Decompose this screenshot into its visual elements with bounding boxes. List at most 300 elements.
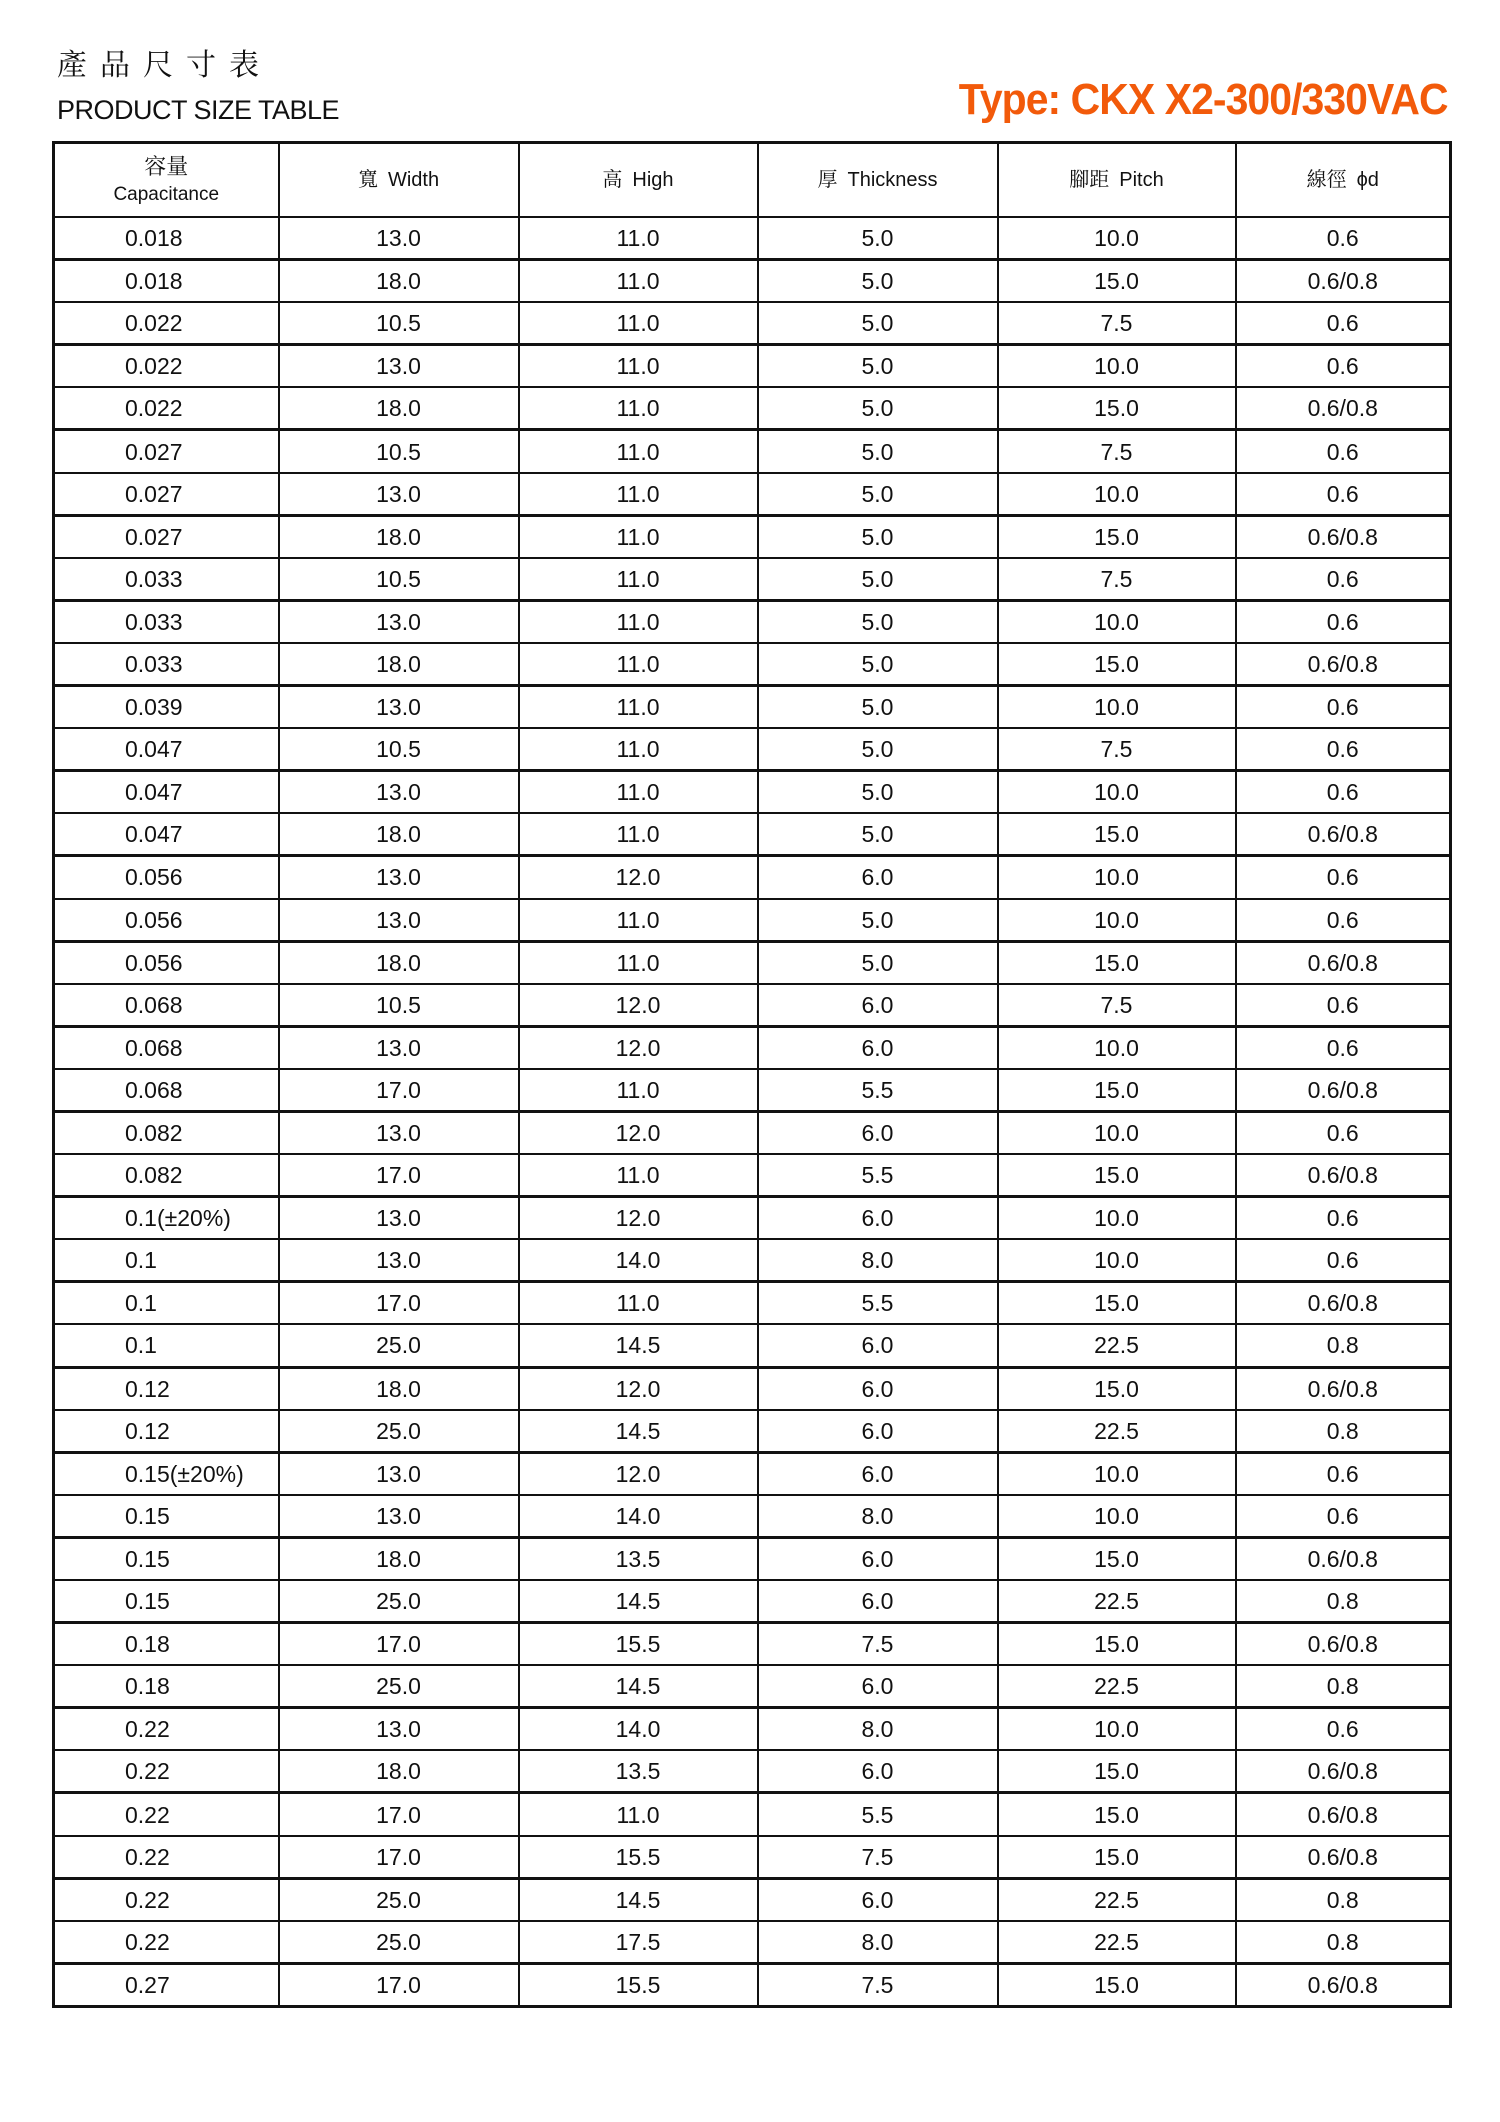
cell-thickness: 5.0 bbox=[758, 260, 998, 303]
page-title-english: PRODUCT SIZE TABLE bbox=[57, 95, 340, 125]
cell-width: 18.0 bbox=[279, 643, 519, 686]
cell-thickness: 6.0 bbox=[758, 856, 998, 899]
cell-width: 13.0 bbox=[279, 899, 519, 942]
table-row bbox=[54, 1623, 1451, 1666]
cell-high: 11.0 bbox=[519, 941, 758, 984]
cell-thickness: 8.0 bbox=[758, 1239, 998, 1282]
table-row bbox=[54, 1580, 1451, 1623]
table-row bbox=[54, 984, 1451, 1027]
cell-high: 11.0 bbox=[519, 686, 758, 729]
cell-width: 18.0 bbox=[279, 260, 519, 303]
table-row bbox=[54, 1282, 1451, 1325]
cell-pitch: 15.0 bbox=[998, 941, 1236, 984]
cell-pitch: 10.0 bbox=[998, 1708, 1236, 1751]
cell-thickness: 8.0 bbox=[758, 1495, 998, 1538]
table-row bbox=[54, 302, 1451, 345]
cell-capacitance: 0.1(±20%) bbox=[54, 1197, 279, 1240]
cell-lead-diameter: 0.6/0.8 bbox=[1236, 260, 1451, 303]
cell-high: 11.0 bbox=[519, 728, 758, 771]
cell-lead-diameter: 0.6 bbox=[1236, 1708, 1451, 1751]
cell-high: 12.0 bbox=[519, 856, 758, 899]
cell-thickness: 5.5 bbox=[758, 1793, 998, 1836]
cell-capacitance: 0.082 bbox=[54, 1111, 279, 1154]
cell-thickness: 8.0 bbox=[758, 1708, 998, 1751]
cell-lead-diameter: 0.6 bbox=[1236, 345, 1451, 388]
table-row bbox=[54, 1111, 1451, 1154]
cell-thickness: 6.0 bbox=[758, 1878, 998, 1921]
cell-high: 14.5 bbox=[519, 1410, 758, 1453]
cell-lead-diameter: 0.6 bbox=[1236, 899, 1451, 942]
table-row bbox=[54, 1410, 1451, 1453]
cell-pitch: 7.5 bbox=[998, 302, 1236, 345]
table-row bbox=[54, 430, 1451, 473]
cell-pitch: 10.0 bbox=[998, 1111, 1236, 1154]
cell-thickness: 6.0 bbox=[758, 1111, 998, 1154]
cell-width: 13.0 bbox=[279, 686, 519, 729]
cell-thickness: 6.0 bbox=[758, 1026, 998, 1069]
table-row bbox=[54, 1324, 1451, 1367]
cell-width: 10.5 bbox=[279, 302, 519, 345]
cell-pitch: 15.0 bbox=[998, 643, 1236, 686]
cell-thickness: 5.5 bbox=[758, 1069, 998, 1112]
cell-capacitance: 0.056 bbox=[54, 941, 279, 984]
cell-capacitance: 0.22 bbox=[54, 1708, 279, 1751]
cell-capacitance: 0.068 bbox=[54, 1026, 279, 1069]
cell-width: 13.0 bbox=[279, 1197, 519, 1240]
cell-capacitance: 0.22 bbox=[54, 1878, 279, 1921]
cell-width: 25.0 bbox=[279, 1410, 519, 1453]
product-type-title: Type: CKX X2-300/330VAC bbox=[959, 75, 1448, 124]
cell-capacitance: 0.033 bbox=[54, 600, 279, 643]
cell-capacitance: 0.15 bbox=[54, 1537, 279, 1580]
column-header-cn: 寬 bbox=[357, 169, 378, 191]
cell-capacitance: 0.18 bbox=[54, 1623, 279, 1666]
cell-lead-diameter: 0.6/0.8 bbox=[1236, 1963, 1451, 2006]
cell-thickness: 5.0 bbox=[758, 813, 998, 856]
cell-high: 11.0 bbox=[519, 600, 758, 643]
column-header-high bbox=[519, 143, 758, 218]
cell-lead-diameter: 0.6 bbox=[1236, 473, 1451, 516]
cell-pitch: 7.5 bbox=[998, 728, 1236, 771]
cell-pitch: 15.0 bbox=[998, 1069, 1236, 1112]
cell-high: 14.0 bbox=[519, 1239, 758, 1282]
cell-width: 25.0 bbox=[279, 1921, 519, 1964]
table-row bbox=[54, 600, 1451, 643]
cell-pitch: 15.0 bbox=[998, 387, 1236, 430]
cell-high: 14.5 bbox=[519, 1324, 758, 1367]
table-header-row bbox=[54, 143, 1451, 218]
cell-high: 11.0 bbox=[519, 387, 758, 430]
cell-pitch: 22.5 bbox=[998, 1580, 1236, 1623]
cell-capacitance: 0.018 bbox=[54, 217, 279, 260]
cell-lead-diameter: 0.6 bbox=[1236, 1111, 1451, 1154]
cell-thickness: 5.0 bbox=[758, 941, 998, 984]
cell-lead-diameter: 0.8 bbox=[1236, 1665, 1451, 1708]
cell-high: 11.0 bbox=[519, 515, 758, 558]
cell-pitch: 15.0 bbox=[998, 515, 1236, 558]
cell-high: 12.0 bbox=[519, 1452, 758, 1495]
table-row bbox=[54, 1197, 1451, 1240]
cell-high: 11.0 bbox=[519, 1154, 758, 1197]
table-row bbox=[54, 1026, 1451, 1069]
cell-pitch: 15.0 bbox=[998, 1367, 1236, 1410]
table-row bbox=[54, 1921, 1451, 1964]
table-row bbox=[54, 1239, 1451, 1282]
cell-high: 13.5 bbox=[519, 1750, 758, 1793]
cell-pitch: 22.5 bbox=[998, 1410, 1236, 1453]
cell-pitch: 15.0 bbox=[998, 260, 1236, 303]
cell-capacitance: 0.22 bbox=[54, 1750, 279, 1793]
table-row bbox=[54, 1452, 1451, 1495]
cell-pitch: 15.0 bbox=[998, 1963, 1236, 2006]
cell-capacitance: 0.027 bbox=[54, 515, 279, 558]
cell-thickness: 6.0 bbox=[758, 984, 998, 1027]
cell-capacitance: 0.1 bbox=[54, 1324, 279, 1367]
cell-lead-diameter: 0.6/0.8 bbox=[1236, 941, 1451, 984]
cell-lead-diameter: 0.6 bbox=[1236, 217, 1451, 260]
cell-width: 10.5 bbox=[279, 728, 519, 771]
cell-lead-diameter: 0.6 bbox=[1236, 686, 1451, 729]
cell-capacitance: 0.22 bbox=[54, 1793, 279, 1836]
cell-capacitance: 0.047 bbox=[54, 771, 279, 814]
cell-high: 14.5 bbox=[519, 1580, 758, 1623]
cell-lead-diameter: 0.6 bbox=[1236, 771, 1451, 814]
cell-thickness: 5.0 bbox=[758, 686, 998, 729]
cell-high: 11.0 bbox=[519, 260, 758, 303]
cell-width: 13.0 bbox=[279, 1239, 519, 1282]
cell-high: 11.0 bbox=[519, 558, 758, 601]
table-row bbox=[54, 813, 1451, 856]
cell-pitch: 10.0 bbox=[998, 1495, 1236, 1538]
cell-thickness: 5.0 bbox=[758, 515, 998, 558]
cell-lead-diameter: 0.6/0.8 bbox=[1236, 813, 1451, 856]
cell-pitch: 10.0 bbox=[998, 686, 1236, 729]
cell-capacitance: 0.15 bbox=[54, 1580, 279, 1623]
cell-pitch: 15.0 bbox=[998, 1154, 1236, 1197]
cell-pitch: 15.0 bbox=[998, 1623, 1236, 1666]
product-size-table bbox=[52, 141, 1452, 2008]
table-row bbox=[54, 643, 1451, 686]
cell-lead-diameter: 0.8 bbox=[1236, 1410, 1451, 1453]
cell-width: 18.0 bbox=[279, 813, 519, 856]
cell-capacitance: 0.22 bbox=[54, 1836, 279, 1879]
cell-width: 17.0 bbox=[279, 1282, 519, 1325]
table-row bbox=[54, 856, 1451, 899]
cell-capacitance: 0.12 bbox=[54, 1367, 279, 1410]
cell-lead-diameter: 0.6 bbox=[1236, 984, 1451, 1027]
cell-thickness: 5.0 bbox=[758, 302, 998, 345]
cell-capacitance: 0.039 bbox=[54, 686, 279, 729]
cell-capacitance: 0.082 bbox=[54, 1154, 279, 1197]
cell-width: 17.0 bbox=[279, 1154, 519, 1197]
column-header-cn: 容量 bbox=[144, 154, 189, 179]
table-row bbox=[54, 515, 1451, 558]
table-row bbox=[54, 686, 1451, 729]
cell-capacitance: 0.033 bbox=[54, 643, 279, 686]
table-row bbox=[54, 1665, 1451, 1708]
cell-pitch: 10.0 bbox=[998, 1239, 1236, 1282]
cell-pitch: 15.0 bbox=[998, 1282, 1236, 1325]
table-row bbox=[54, 1836, 1451, 1879]
cell-high: 11.0 bbox=[519, 473, 758, 516]
column-header-cn: 線徑 bbox=[1306, 169, 1347, 191]
cell-thickness: 5.0 bbox=[758, 473, 998, 516]
cell-pitch: 15.0 bbox=[998, 813, 1236, 856]
cell-capacitance: 0.15 bbox=[54, 1495, 279, 1538]
cell-capacitance: 0.056 bbox=[54, 856, 279, 899]
cell-high: 13.5 bbox=[519, 1537, 758, 1580]
cell-pitch: 10.0 bbox=[998, 771, 1236, 814]
cell-lead-diameter: 0.6/0.8 bbox=[1236, 1282, 1451, 1325]
cell-width: 13.0 bbox=[279, 771, 519, 814]
cell-thickness: 8.0 bbox=[758, 1921, 998, 1964]
table-row bbox=[54, 941, 1451, 984]
cell-high: 14.0 bbox=[519, 1708, 758, 1751]
cell-width: 13.0 bbox=[279, 345, 519, 388]
table-row bbox=[54, 558, 1451, 601]
cell-thickness: 5.0 bbox=[758, 217, 998, 260]
cell-capacitance: 0.27 bbox=[54, 1963, 279, 2006]
cell-pitch: 10.0 bbox=[998, 473, 1236, 516]
cell-lead-diameter: 0.6 bbox=[1236, 856, 1451, 899]
table-row bbox=[54, 473, 1451, 516]
cell-lead-diameter: 0.6/0.8 bbox=[1236, 1154, 1451, 1197]
cell-lead-diameter: 0.8 bbox=[1236, 1324, 1451, 1367]
cell-thickness: 5.0 bbox=[758, 387, 998, 430]
table-row bbox=[54, 1495, 1451, 1538]
column-header-lead-diameter bbox=[1236, 143, 1451, 218]
cell-capacitance: 0.068 bbox=[54, 1069, 279, 1112]
cell-thickness: 6.0 bbox=[758, 1580, 998, 1623]
table-row bbox=[54, 1963, 1451, 2006]
cell-pitch: 10.0 bbox=[998, 345, 1236, 388]
cell-width: 13.0 bbox=[279, 1452, 519, 1495]
table-row bbox=[54, 1367, 1451, 1410]
cell-thickness: 5.0 bbox=[758, 558, 998, 601]
table-row bbox=[54, 771, 1451, 814]
column-header-en: High bbox=[632, 169, 674, 191]
column-header-en: Thickness bbox=[847, 169, 938, 191]
cell-thickness: 5.0 bbox=[758, 430, 998, 473]
cell-lead-diameter: 0.6/0.8 bbox=[1236, 1793, 1451, 1836]
cell-pitch: 22.5 bbox=[998, 1665, 1236, 1708]
cell-capacitance: 0.047 bbox=[54, 728, 279, 771]
cell-high: 11.0 bbox=[519, 1069, 758, 1112]
cell-pitch: 15.0 bbox=[998, 1537, 1236, 1580]
cell-capacitance: 0.027 bbox=[54, 430, 279, 473]
cell-lead-diameter: 0.6/0.8 bbox=[1236, 1537, 1451, 1580]
cell-pitch: 10.0 bbox=[998, 899, 1236, 942]
column-header-cn: 腳距 bbox=[1069, 169, 1110, 191]
cell-thickness: 6.0 bbox=[758, 1324, 998, 1367]
cell-width: 10.5 bbox=[279, 558, 519, 601]
cell-high: 11.0 bbox=[519, 643, 758, 686]
cell-thickness: 6.0 bbox=[758, 1750, 998, 1793]
cell-capacitance: 0.22 bbox=[54, 1921, 279, 1964]
cell-pitch: 10.0 bbox=[998, 856, 1236, 899]
cell-capacitance: 0.047 bbox=[54, 813, 279, 856]
cell-thickness: 7.5 bbox=[758, 1623, 998, 1666]
cell-thickness: 5.0 bbox=[758, 728, 998, 771]
cell-width: 18.0 bbox=[279, 1750, 519, 1793]
cell-width: 18.0 bbox=[279, 1367, 519, 1410]
cell-lead-diameter: 0.6/0.8 bbox=[1236, 1623, 1451, 1666]
cell-lead-diameter: 0.6/0.8 bbox=[1236, 1750, 1451, 1793]
column-header-en: Pitch bbox=[1119, 169, 1164, 191]
cell-lead-diameter: 0.6 bbox=[1236, 558, 1451, 601]
cell-width: 13.0 bbox=[279, 856, 519, 899]
cell-high: 11.0 bbox=[519, 217, 758, 260]
cell-pitch: 10.0 bbox=[998, 1197, 1236, 1240]
table-row bbox=[54, 1154, 1451, 1197]
column-header-en: ϕd bbox=[1356, 169, 1379, 191]
cell-width: 25.0 bbox=[279, 1324, 519, 1367]
cell-pitch: 7.5 bbox=[998, 984, 1236, 1027]
cell-high: 17.5 bbox=[519, 1921, 758, 1964]
cell-pitch: 15.0 bbox=[998, 1750, 1236, 1793]
cell-lead-diameter: 0.6 bbox=[1236, 600, 1451, 643]
column-header-cn: 厚 bbox=[817, 169, 838, 191]
table-row bbox=[54, 728, 1451, 771]
table-row bbox=[54, 899, 1451, 942]
column-header-capacitance bbox=[54, 143, 279, 218]
cell-lead-diameter: 0.6/0.8 bbox=[1236, 387, 1451, 430]
column-header-thickness bbox=[758, 143, 998, 218]
column-header-pitch bbox=[998, 143, 1236, 218]
cell-width: 25.0 bbox=[279, 1878, 519, 1921]
cell-high: 11.0 bbox=[519, 1282, 758, 1325]
cell-thickness: 6.0 bbox=[758, 1537, 998, 1580]
cell-width: 10.5 bbox=[279, 430, 519, 473]
table-row bbox=[54, 1537, 1451, 1580]
cell-lead-diameter: 0.6/0.8 bbox=[1236, 643, 1451, 686]
cell-thickness: 5.0 bbox=[758, 345, 998, 388]
cell-thickness: 6.0 bbox=[758, 1197, 998, 1240]
table-row bbox=[54, 1793, 1451, 1836]
column-header-en: Capacitance bbox=[113, 184, 220, 205]
cell-width: 17.0 bbox=[279, 1963, 519, 2006]
table-row bbox=[54, 1878, 1451, 1921]
cell-width: 17.0 bbox=[279, 1623, 519, 1666]
cell-lead-diameter: 0.6/0.8 bbox=[1236, 1367, 1451, 1410]
cell-width: 17.0 bbox=[279, 1793, 519, 1836]
column-header-en: Width bbox=[387, 169, 440, 191]
cell-high: 11.0 bbox=[519, 430, 758, 473]
table-row bbox=[54, 345, 1451, 388]
cell-high: 11.0 bbox=[519, 302, 758, 345]
cell-high: 11.0 bbox=[519, 899, 758, 942]
cell-width: 13.0 bbox=[279, 1026, 519, 1069]
cell-high: 14.5 bbox=[519, 1878, 758, 1921]
cell-width: 18.0 bbox=[279, 515, 519, 558]
cell-high: 11.0 bbox=[519, 1793, 758, 1836]
cell-width: 18.0 bbox=[279, 387, 519, 430]
cell-thickness: 5.0 bbox=[758, 600, 998, 643]
cell-high: 15.5 bbox=[519, 1623, 758, 1666]
cell-thickness: 5.5 bbox=[758, 1282, 998, 1325]
cell-pitch: 10.0 bbox=[998, 600, 1236, 643]
cell-thickness: 5.5 bbox=[758, 1154, 998, 1197]
cell-lead-diameter: 0.8 bbox=[1236, 1580, 1451, 1623]
cell-thickness: 6.0 bbox=[758, 1367, 998, 1410]
cell-capacitance: 0.15(±20%) bbox=[54, 1452, 279, 1495]
cell-thickness: 7.5 bbox=[758, 1836, 998, 1879]
cell-lead-diameter: 0.6 bbox=[1236, 1239, 1451, 1282]
cell-lead-diameter: 0.6 bbox=[1236, 302, 1451, 345]
cell-high: 11.0 bbox=[519, 345, 758, 388]
cell-high: 15.5 bbox=[519, 1836, 758, 1879]
cell-width: 13.0 bbox=[279, 1495, 519, 1538]
cell-width: 13.0 bbox=[279, 600, 519, 643]
cell-pitch: 22.5 bbox=[998, 1324, 1236, 1367]
cell-pitch: 7.5 bbox=[998, 558, 1236, 601]
cell-width: 17.0 bbox=[279, 1836, 519, 1879]
cell-pitch: 7.5 bbox=[998, 430, 1236, 473]
cell-high: 11.0 bbox=[519, 771, 758, 814]
cell-high: 12.0 bbox=[519, 1367, 758, 1410]
cell-width: 17.0 bbox=[279, 1069, 519, 1112]
cell-pitch: 15.0 bbox=[998, 1793, 1236, 1836]
cell-width: 13.0 bbox=[279, 1708, 519, 1751]
cell-capacitance: 0.1 bbox=[54, 1239, 279, 1282]
cell-high: 12.0 bbox=[519, 1111, 758, 1154]
cell-lead-diameter: 0.6 bbox=[1236, 430, 1451, 473]
cell-lead-diameter: 0.6/0.8 bbox=[1236, 1836, 1451, 1879]
cell-pitch: 10.0 bbox=[998, 1026, 1236, 1069]
cell-capacitance: 0.022 bbox=[54, 302, 279, 345]
cell-lead-diameter: 0.6 bbox=[1236, 1197, 1451, 1240]
column-header-width bbox=[279, 143, 519, 218]
cell-width: 10.5 bbox=[279, 984, 519, 1027]
cell-pitch: 15.0 bbox=[998, 1836, 1236, 1879]
cell-width: 25.0 bbox=[279, 1665, 519, 1708]
cell-high: 12.0 bbox=[519, 1026, 758, 1069]
table-row bbox=[54, 1069, 1451, 1112]
cell-thickness: 5.0 bbox=[758, 771, 998, 814]
cell-thickness: 6.0 bbox=[758, 1665, 998, 1708]
cell-high: 11.0 bbox=[519, 813, 758, 856]
cell-lead-diameter: 0.6 bbox=[1236, 1026, 1451, 1069]
cell-width: 25.0 bbox=[279, 1580, 519, 1623]
cell-capacitance: 0.027 bbox=[54, 473, 279, 516]
cell-thickness: 6.0 bbox=[758, 1452, 998, 1495]
cell-capacitance: 0.022 bbox=[54, 387, 279, 430]
cell-pitch: 10.0 bbox=[998, 1452, 1236, 1495]
cell-capacitance: 0.022 bbox=[54, 345, 279, 388]
table-row bbox=[54, 1750, 1451, 1793]
cell-high: 12.0 bbox=[519, 1197, 758, 1240]
table-row bbox=[54, 217, 1451, 260]
table-row bbox=[54, 387, 1451, 430]
cell-capacitance: 0.056 bbox=[54, 899, 279, 942]
cell-lead-diameter: 0.6/0.8 bbox=[1236, 515, 1451, 558]
cell-high: 12.0 bbox=[519, 984, 758, 1027]
column-header-cn: 高 bbox=[602, 169, 623, 191]
cell-width: 13.0 bbox=[279, 1111, 519, 1154]
cell-lead-diameter: 0.8 bbox=[1236, 1921, 1451, 1964]
cell-lead-diameter: 0.6/0.8 bbox=[1236, 1069, 1451, 1112]
cell-thickness: 5.0 bbox=[758, 643, 998, 686]
cell-high: 14.0 bbox=[519, 1495, 758, 1538]
table-row bbox=[54, 1708, 1451, 1751]
cell-thickness: 5.0 bbox=[758, 899, 998, 942]
cell-capacitance: 0.18 bbox=[54, 1665, 279, 1708]
cell-high: 14.5 bbox=[519, 1665, 758, 1708]
cell-capacitance: 0.12 bbox=[54, 1410, 279, 1453]
cell-width: 13.0 bbox=[279, 473, 519, 516]
cell-pitch: 10.0 bbox=[998, 217, 1236, 260]
cell-capacitance: 0.1 bbox=[54, 1282, 279, 1325]
